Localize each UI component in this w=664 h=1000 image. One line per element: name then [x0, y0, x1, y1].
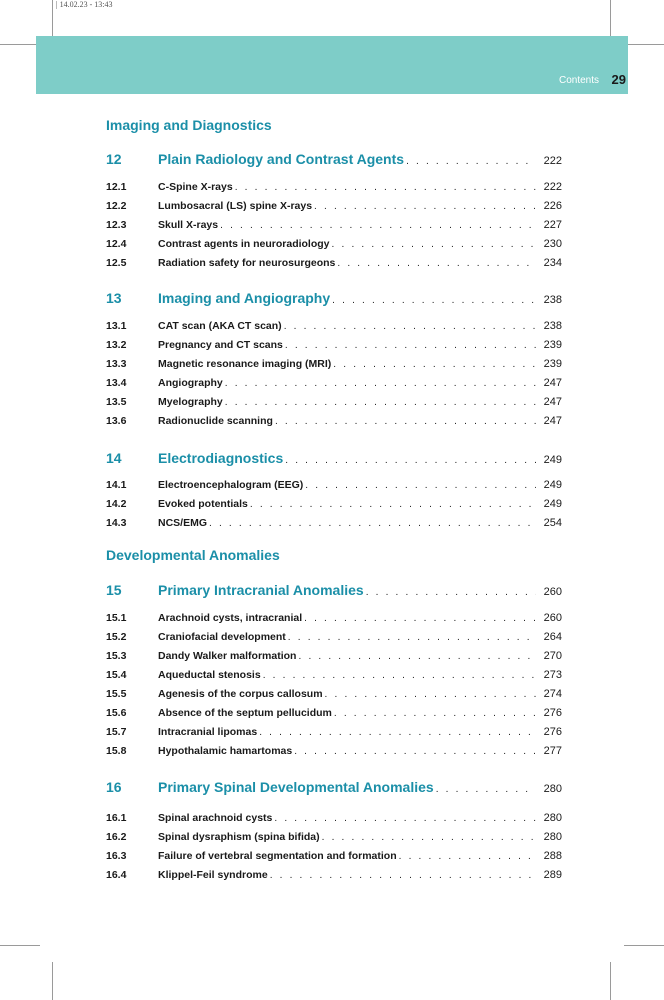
section-title: Klippel-Feil syndrome: [158, 869, 268, 881]
dot-leader: [332, 239, 536, 250]
chapter-number: 14: [106, 450, 122, 466]
toc-section-entry[interactable]: [106, 200, 562, 212]
dot-leader: [235, 182, 536, 193]
section-title: Contrast agents in neuroradiology: [158, 238, 330, 250]
section-number: 12.4: [106, 238, 127, 250]
chapter-number: 15: [106, 582, 122, 598]
dot-leader: [288, 632, 536, 643]
section-title: Failure of vertebral segmentation and formation: [158, 850, 397, 862]
page-number: 29: [611, 72, 626, 87]
dot-leader: [304, 613, 536, 624]
part-title: Developmental Anomalies: [106, 547, 280, 563]
section-title: Angiography: [158, 377, 223, 389]
section-number: 15.1: [106, 612, 127, 624]
section-page: 249: [543, 479, 562, 491]
dot-leader: [294, 746, 536, 757]
section-page: 264: [543, 631, 562, 643]
chapter-page: 238: [543, 294, 562, 306]
dot-leader: [263, 670, 536, 681]
section-page: 273: [543, 669, 562, 681]
section-number: 15.4: [106, 669, 127, 681]
section-number: 15.6: [106, 707, 127, 719]
section-number: 12.2: [106, 200, 127, 212]
section-title: Agenesis of the corpus callosum: [158, 688, 323, 700]
toc-section-entry[interactable]: [106, 707, 562, 719]
running-head: Contents: [558, 75, 599, 86]
section-title: Spinal arachnoid cysts: [158, 812, 273, 824]
chapter-page: 260: [543, 586, 562, 598]
section-number: 16.4: [106, 869, 127, 881]
section-title: Pregnancy and CT scans: [158, 339, 283, 351]
section-number: 16.1: [106, 812, 127, 824]
dot-leader: [284, 321, 536, 332]
section-page: 288: [543, 850, 562, 862]
dot-leader: [285, 455, 536, 466]
section-page: 230: [543, 238, 562, 250]
dot-leader: [334, 708, 536, 719]
section-title: CAT scan (AKA CT scan): [158, 320, 282, 332]
toc-section-entry[interactable]: [106, 850, 562, 862]
chapter-number: 12: [106, 151, 122, 167]
section-page: 289: [543, 869, 562, 881]
toc-section-entry[interactable]: [106, 219, 562, 231]
dot-leader: [209, 518, 536, 529]
section-title: NCS/EMG: [158, 517, 208, 529]
section-number: 13.2: [106, 339, 127, 351]
section-page: 247: [543, 396, 562, 408]
toc-section-entry[interactable]: [106, 869, 562, 881]
section-title: Hypothalamic hamartomas: [158, 745, 293, 757]
dot-leader: [314, 201, 536, 212]
section-number: 15.8: [106, 745, 127, 757]
crop-mark: [610, 962, 611, 1000]
toc-section-entry[interactable]: [106, 479, 562, 491]
crop-mark: [624, 945, 664, 946]
dot-leader: [275, 416, 536, 427]
section-title: Craniofacial development: [158, 631, 286, 643]
section-number: 13.3: [106, 358, 127, 370]
toc-chapter-entry[interactable]: [106, 290, 562, 306]
dot-leader: [270, 870, 536, 881]
part-title: Imaging and Diagnostics: [106, 117, 272, 133]
section-number: 16.2: [106, 831, 127, 843]
section-page: 276: [543, 726, 562, 738]
toc-chapter-entry[interactable]: [106, 450, 562, 466]
crop-mark: [0, 44, 36, 45]
toc-chapter-entry[interactable]: [106, 151, 562, 167]
dot-leader: [333, 359, 536, 370]
section-title: Aqueductal stenosis: [158, 669, 261, 681]
dot-leader: [366, 587, 536, 598]
dot-leader: [225, 378, 536, 389]
section-title: Radionuclide scanning: [158, 415, 273, 427]
chapter-title: Primary Intracranial Anomalies: [158, 582, 364, 598]
section-number: 15.2: [106, 631, 127, 643]
section-number: 14.3: [106, 517, 127, 529]
section-number: 14.1: [106, 479, 127, 491]
section-page: 247: [543, 377, 562, 389]
section-number: 13.1: [106, 320, 127, 332]
toc-section-entry[interactable]: [106, 181, 562, 193]
toc-section-entry[interactable]: [106, 377, 562, 389]
toc-section-entry[interactable]: [106, 669, 562, 681]
toc-section-entry[interactable]: [106, 831, 562, 843]
section-page: 247: [543, 415, 562, 427]
section-page: 270: [543, 650, 562, 662]
section-title: Skull X-rays: [158, 219, 219, 231]
toc-section-entry[interactable]: [106, 612, 562, 624]
section-title: Electroencephalogram (EEG): [158, 479, 304, 491]
section-title: Evoked potentials: [158, 498, 248, 510]
section-page: 280: [543, 831, 562, 843]
toc-section-entry[interactable]: [106, 726, 562, 738]
chapter-number: 13: [106, 290, 122, 306]
toc-section-entry[interactable]: [106, 339, 562, 351]
dot-leader: [274, 813, 536, 824]
chapter-title: Imaging and Angiography: [158, 290, 331, 306]
dot-leader: [259, 727, 536, 738]
toc-section-entry[interactable]: [106, 257, 562, 269]
section-number: 15.3: [106, 650, 127, 662]
toc-section-entry[interactable]: [106, 238, 562, 250]
section-number: 16.3: [106, 850, 127, 862]
chapter-page: 222: [543, 155, 562, 167]
section-title: Magnetic resonance imaging (MRI): [158, 358, 332, 370]
toc-chapter-entry[interactable]: [106, 582, 562, 598]
toc-section-entry[interactable]: [106, 396, 562, 408]
crop-mark: [0, 945, 40, 946]
section-number: 14.2: [106, 498, 127, 510]
section-title: Lumbosacral (LS) spine X-rays: [158, 200, 313, 212]
chapter-title: Primary Spinal Developmental Anomalies: [158, 779, 434, 795]
section-page: 227: [543, 219, 562, 231]
crop-mark: [52, 0, 53, 36]
dot-leader: [399, 851, 536, 862]
chapter-page: 280: [543, 783, 562, 795]
print-timestamp: | 14.02.23 - 13:43: [56, 0, 113, 9]
header-band: [36, 36, 628, 94]
section-number: 13.5: [106, 396, 127, 408]
section-number: 12.5: [106, 257, 127, 269]
section-page: 234: [543, 257, 562, 269]
section-title: Radiation safety for neurosurgeons: [158, 257, 336, 269]
dot-leader: [305, 480, 536, 491]
toc-section-entry[interactable]: [106, 320, 562, 332]
crop-mark: [628, 44, 664, 45]
toc-section-entry[interactable]: [106, 812, 562, 824]
section-title: Intracranial lipomas: [158, 726, 258, 738]
dot-leader: [406, 156, 536, 167]
chapter-page: 249: [543, 454, 562, 466]
section-title: Spinal dysraphism (spina bifida): [158, 831, 320, 843]
section-page: 222: [543, 181, 562, 193]
toc-section-entry[interactable]: [106, 415, 562, 427]
toc-section-entry[interactable]: [106, 517, 562, 529]
section-page: 239: [543, 339, 562, 351]
section-number: 15.7: [106, 726, 127, 738]
section-title: Arachnoid cysts, intracranial: [158, 612, 303, 624]
section-title: Absence of the septum pellucidum: [158, 707, 332, 719]
crop-mark: [610, 0, 611, 36]
toc-section-entry[interactable]: [106, 650, 562, 662]
section-page: 254: [543, 517, 562, 529]
section-title: Myelography: [158, 396, 223, 408]
chapter-number: 16: [106, 779, 122, 795]
section-page: 277: [543, 745, 562, 757]
dot-leader: [225, 397, 536, 408]
toc-section-entry[interactable]: [106, 688, 562, 700]
dot-leader: [325, 689, 536, 700]
toc-section-entry[interactable]: [106, 631, 562, 643]
chapter-title: Plain Radiology and Contrast Agents: [158, 151, 405, 167]
section-number: 12.1: [106, 181, 127, 193]
section-page: 276: [543, 707, 562, 719]
dot-leader: [250, 499, 536, 510]
dot-leader: [337, 258, 536, 269]
section-page: 274: [543, 688, 562, 700]
toc-section-entry[interactable]: [106, 498, 562, 510]
section-number: 13.4: [106, 377, 127, 389]
toc-section-entry[interactable]: [106, 745, 562, 757]
section-number: 12.3: [106, 219, 127, 231]
section-page: 280: [543, 812, 562, 824]
crop-mark: [52, 962, 53, 1000]
dot-leader: [436, 784, 536, 795]
dot-leader: [220, 220, 536, 231]
section-page: 226: [543, 200, 562, 212]
chapter-title: Electrodiagnostics: [158, 450, 284, 466]
dot-leader: [298, 651, 536, 662]
toc-section-entry[interactable]: [106, 358, 562, 370]
section-title: Dandy Walker malformation: [158, 650, 297, 662]
dot-leader: [285, 340, 536, 351]
section-page: 249: [543, 498, 562, 510]
section-page: 238: [543, 320, 562, 332]
section-number: 13.6: [106, 415, 127, 427]
dot-leader: [332, 295, 536, 306]
toc-chapter-entry[interactable]: [106, 779, 562, 795]
section-title: C-Spine X-rays: [158, 181, 233, 193]
dot-leader: [322, 832, 536, 843]
section-number: 15.5: [106, 688, 127, 700]
section-page: 260: [543, 612, 562, 624]
section-page: 239: [543, 358, 562, 370]
